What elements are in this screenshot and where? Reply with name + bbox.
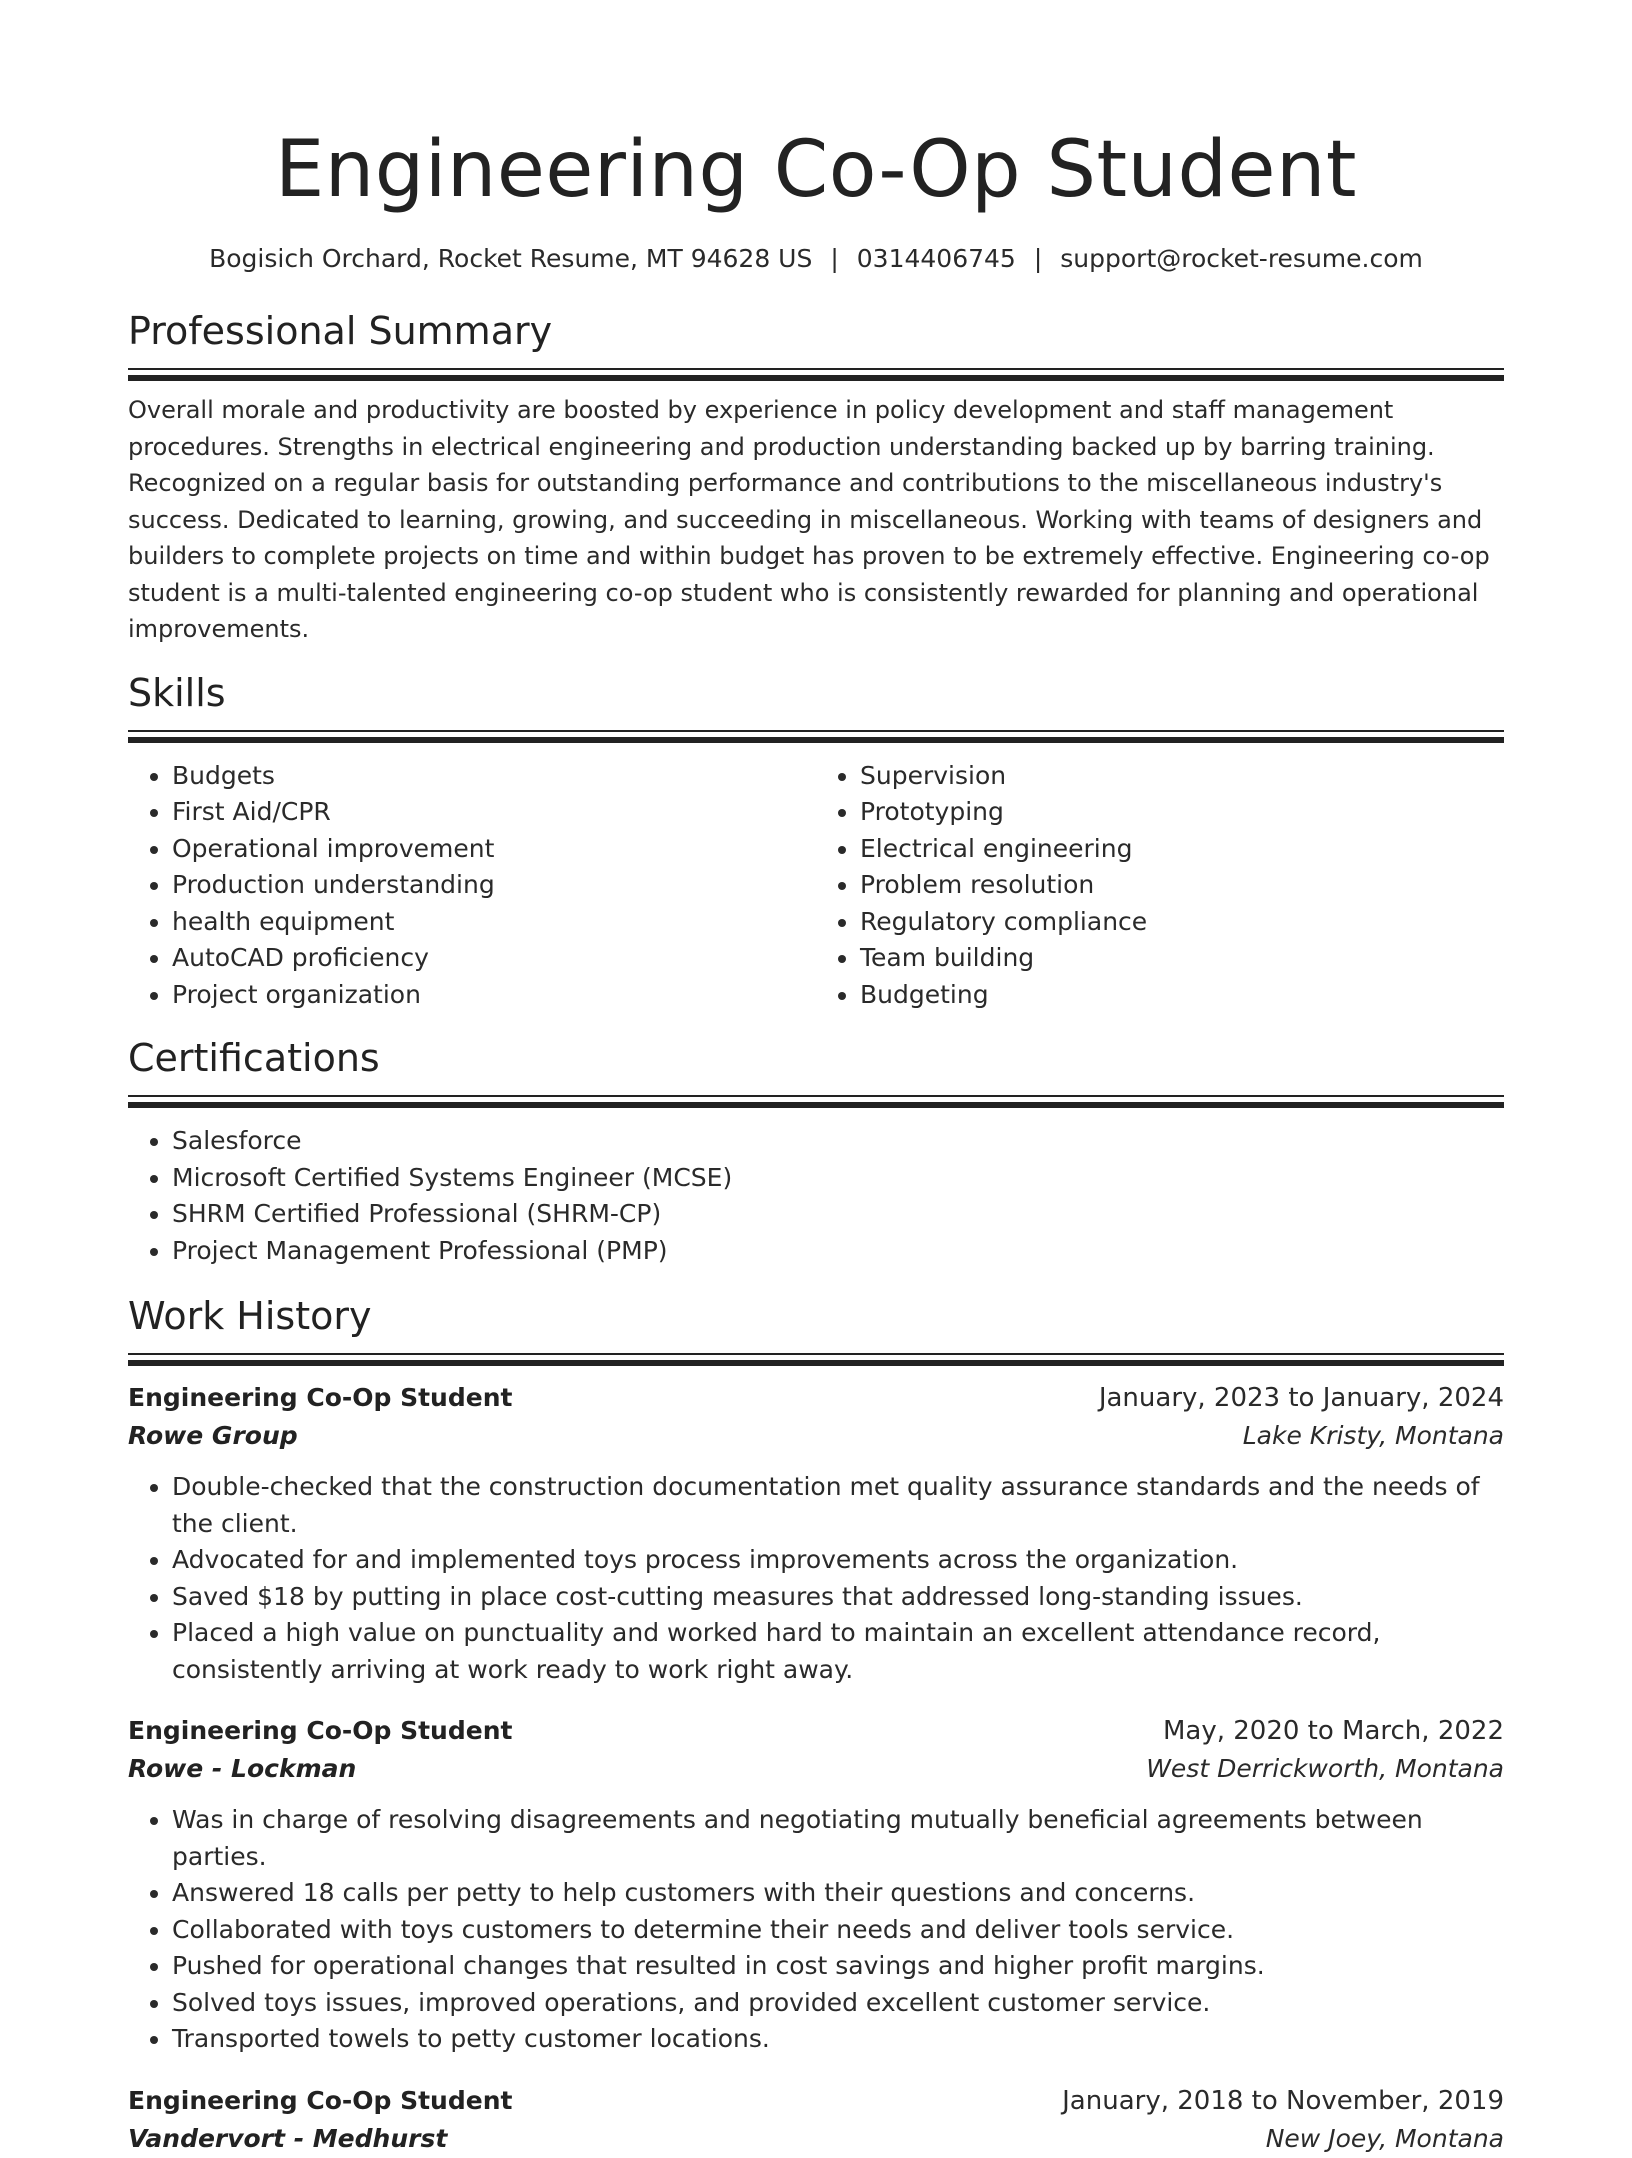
job-title: Engineering Co-Op Student [128,1383,513,1412]
skills-list-left [128,758,816,1014]
job-company: Rowe Group [128,1421,298,1450]
job-bullet: • Placed a high value on punctuality and worked hard to maintain an excellent attendance record, consistently arriving at work ready to work right away. [172,1615,1504,1688]
contact-line [128,242,1504,276]
skills-column-right [816,758,1504,1014]
summary-section [128,306,1504,648]
section-divider [128,730,1504,744]
job-bullet: • Advocated for and implemented toys process improvements across the organization. [172,1542,1504,1579]
job-header-row [128,2082,1504,2120]
job-bullet: • Collaborated with toys customers to determine their needs and deliver tools service. [172,1912,1504,1949]
jobs-list [128,1379,1504,2158]
job-location: West Derrickworth, Montana [1146,1754,1504,1783]
skill-item: • Project organization [172,977,816,1014]
contact-phone: 0314406745 [856,244,1016,273]
job-entry [128,1712,1504,2058]
skills-column-left [128,758,816,1014]
job-location: Lake Kristy, Montana [1242,1421,1504,1450]
skill-item: • Operational improvement [172,831,816,868]
skill-item: • health equipment [172,904,816,941]
skill-item: • Team building [860,940,1504,977]
skill-item: • Supervision [860,758,1504,795]
job-location: New Joey, Montana [1265,2123,1504,2153]
skills-list-right [816,758,1504,1014]
contact-email: support@rocket-resume.com [1060,244,1423,273]
skill-item: • First Aid/CPR [172,794,816,831]
skills-section [128,668,1504,1014]
job-bullets [128,1802,1504,2058]
contact-address: Bogisich Orchard, Rocket Resume, MT 94628 US [209,244,813,273]
job-bullet: • Solved toys issues, improved operations, and provided excellent customer service. [172,1985,1504,2022]
contact-separator: | [830,244,839,273]
resume-name: Engineering Co-Op Student [275,125,1357,215]
job-bullet: • Was in charge of resolving disagreements and negotiating mutually beneficial agreements between parties. [172,1802,1504,1875]
job-subheader-row [128,2120,1504,2158]
job-entry [128,2082,1504,2158]
section-heading-skills: Skills [128,670,226,715]
job-header-row [128,1379,1504,1417]
section-heading-certifications: Certifications [128,1036,380,1080]
certification-item: • Salesforce [172,1123,1504,1160]
contact-separator: | [1033,244,1043,273]
skill-item: • Production understanding [172,867,816,904]
work-history-section [128,1291,1504,2158]
job-bullet: • Saved $18 by putting in place cost-cutting measures that addressed long-standing issues. [172,1579,1504,1616]
section-heading-summary: Professional Summary [128,309,553,353]
job-company: Rowe - Lockman [128,1754,357,1783]
skill-item: • Prototyping [860,794,1504,831]
section-divider [128,1353,1504,1367]
job-title: Engineering Co-Op Student [128,1716,513,1745]
skill-item: • AutoCAD proficiency [172,940,816,977]
job-subheader-row [128,1750,1504,1788]
skill-item: • Regulatory compliance [860,904,1504,941]
job-dates: May, 2020 to March, 2022 [1162,1716,1504,1746]
section-divider [128,1095,1504,1109]
certification-item: • Microsoft Certified Systems Engineer (MCSE) [172,1160,1504,1197]
skill-item: • Electrical engineering [860,831,1504,868]
job-company: Vandervort - Medhurst [128,2123,448,2153]
certifications-section [128,1033,1504,1269]
certification-item: • Project Management Professional (PMP) [172,1233,1504,1270]
job-title: Engineering Co-Op Student [128,2085,513,2115]
job-subheader-row [128,1417,1504,1455]
job-bullet: • Pushed for operational changes that resulted in cost savings and higher profit margins. [172,1948,1504,1985]
certification-item: • SHRM Certified Professional (SHRM-CP) [172,1196,1504,1233]
section-heading-work-history: Work History [128,1294,372,1338]
job-header-row [128,1712,1504,1750]
skill-item: • Problem resolution [860,867,1504,904]
section-divider [128,368,1504,382]
job-bullet: • Answered 18 calls per petty to help customers with their questions and concerns. [172,1875,1504,1912]
job-entry [128,1379,1504,1688]
skill-item: • Budgeting [860,977,1504,1014]
job-dates: January, 2023 to January, 2024 [1098,1383,1504,1413]
job-bullet: • Transported towels to petty customer locations. [172,2021,1504,2058]
skill-item: • Budgets [172,758,816,795]
job-dates: January, 2018 to November, 2019 [1062,2085,1504,2116]
job-bullets [128,1469,1504,1688]
skills-grid [128,758,1504,1014]
certifications-list [128,1123,1504,1269]
summary-text: Overall morale and productivity are boosted by experience in policy development and staff management procedures. Strengths in electrical engineering and production understanding backed up by barring training. Recognized on a regular basis for outstanding performance and contributions to the miscellaneous industry's success. Dedicated to learning, growing, and succeeding in miscellaneous. Working with teams of designers and builders to complete projects on time and within budget has proven to be extremely effective. Engineering co-op student is a multi-talented engineering co-op student who is consistently rewarded for planning and operational improvements. [128,396,1490,643]
job-bullet: • Double-checked that the construction documentation met quality assurance standards and the needs of the client. [172,1469,1504,1542]
